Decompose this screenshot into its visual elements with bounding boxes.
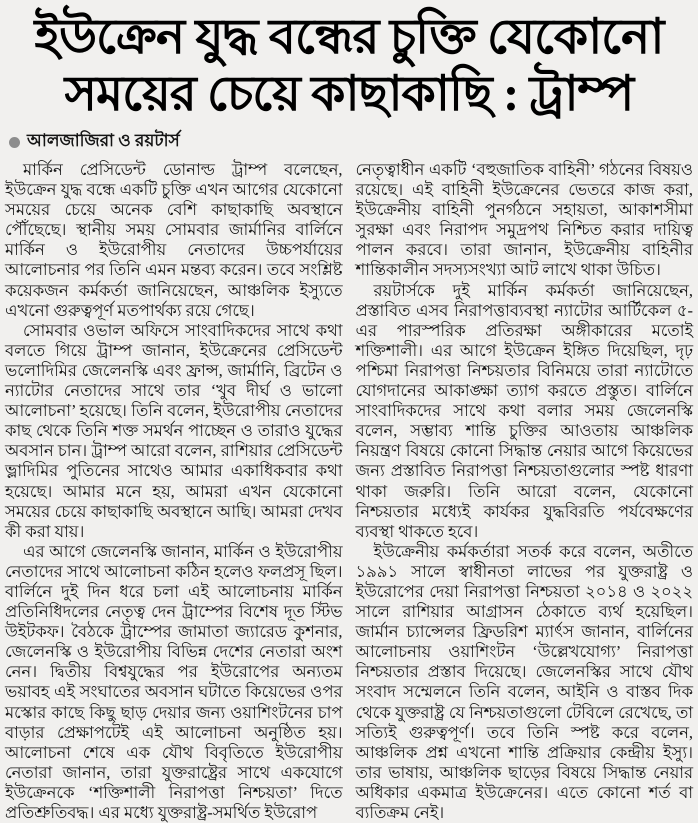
paragraph: এর আগে জেলেনস্কি জানান, মার্কিন ও ইউরোপীয় নেতাদের সাথে আলোচনা কঠিন হলেও ফলপ্রসূ ছিল। বার্লিনে দুই দিন ধরে চলা এই আলোচনায় মার্কিন প্রতিনিধিদলের নেতৃত্ব দেন ট্রাম্পের বিশেষ দূত স্টিভ উইটকফ। বৈঠকে ট্রাম্পের জামাতা জ্যারেড কুশনার, জেলেনস্কি ও ইউরোপীয় বিভিন্ন দেশের নেতারা অংশ নেন। দ্বিতীয় বিশ্বযুদ্ধের পর ইউরোপের অন্যতম ভয়াবহ এই সংঘাতের অবসান ঘটাতে কিয়েভের ওপর মস্কোর কাছে কিছু ছাড় দেয়ার জন্য ওয়াশিংটনের চাপ বাড়ার প্রেক্ষাপটেই এই আলোচনা অনুষ্ঠিত হয়। আলোচনা শেষে এক যৌথ বিবৃতিতে ইউরোপীয় নেতারা জানান, তারা যুক্তরাষ্ট্রের সাথে একযোগে ইউক্রেনকে ‘শক্তিশালী নিরাপত্তা নিশ্চয়তা’ দিতে প্রতিশ্রুতিবদ্ধ। এর মধ্যে যুক্তরাষ্ট্র-সমর্থিত ইউরোপ	[5, 541, 343, 822]
paragraph: মার্কিন প্রেসিডেন্ট ডোনাল্ড ট্রাম্প বলেছেন, ইউক্রেন যুদ্ধ বন্ধে একটি চুক্তি এখন আগের যেকোনো সময়ের চেয়ে অনেক বেশি কাছাকাছি অবস্থানে পৌঁছেছে। স্থানীয় সময় সোমবার জার্মানির বার্লিনে মার্কিন ও ইউরোপীয় নেতাদের উচ্চপর্যায়ের আলোচনার পর তিনি এমন মন্তব্য করেন। তবে সংশ্লিষ্ট কয়েকজন কর্মকর্তা জানিয়েছেন, আঞ্চলিক ইস্যুতে এখনো গুরুত্বপূর্ণ মতপার্থক্য রয়ে গেছে।	[5, 160, 343, 320]
paragraph: ইউক্রেনীয় কর্মকর্তারা সতর্ক করে বলেন, অতীতে ১৯৯১ সালে স্বাধীনতা লাভের পর যুক্তরাষ্ট্র ও ইউরোপের দেয়া নিরাপত্তা নিশ্চয়তা ২০১৪ ও ২০২২ সালে রাশিয়ার আগ্রাসন ঠেকাতে ব্যর্থ হয়েছিল। জার্মান চ্যান্সেলর ফ্রিডরিশ ম্যার্ৎস জানান, বার্লিনের আলোচনায় ওয়াশিংটন ‘উল্লেখযোগ্য’ নিরাপত্তা নিশ্চয়তার প্রস্তাব দিয়েছে। জেলেনস্কির সাথে যৌথ সংবাদ সম্মেলনে তিনি বলেন, আইনি ও বাস্তব দিক থেকে যুক্তরাষ্ট্র যে নিশ্চয়তাগুলো টেবিলে রেখেছে, তা সত্যিই গুরুত্বপূর্ণ। তবে তিনি স্পষ্ট করে বলেন, আঞ্চলিক প্রশ্ন এখনো শান্তি প্রক্রিয়ার কেন্দ্রীয় ইস্যু। তার ভাষায়, আঞ্চলিক ছাড়ের বিষয়ে সিদ্ধান্ত নেয়ার অধিকার একমাত্র ইউক্রেনের। এতে কোনো শর্ত বা ব্যতিক্রম নেই।	[355, 541, 693, 822]
paragraph-continuation: নেতৃত্বাধীন একটি ‘বহুজাতিক বাহিনী’ গঠনের বিষয়ও রয়েছে। এই বাহিনী ইউক্রেনের ভেতরে কাজ করা, ইউক্রেনীয় বাহিনী পুনর্গঠনে সহায়তা, আকাশসীমা সুরক্ষা এবং নিরাপদ সমুদ্রপথ নিশ্চিত করার দায়িত্ব পালন করবে। তারা জানান, ইউক্রেনীয় বাহিনীর শান্তিকালীন সদস্যসংখ্যা আট লাখে থাকা উচিত।	[355, 160, 693, 280]
paragraph: রয়টার্সকে দুই মার্কিন কর্মকর্তা জানিয়েছেন, প্রস্তাবিত এসব নিরাপত্তাব্যবস্থা ন্যাটোর আর্টিকেল ৫-এর পারস্পরিক প্রতিরক্ষা অঙ্গীকারের মতোই শক্তিশালী। এর আগে ইউক্রেন ইঙ্গিত দিয়েছিল, দৃঢ় পশ্চিমা নিরাপত্তা নিশ্চয়তার বিনিময়ে তারা ন্যাটোতে যোগদানের আকাঙ্ক্ষা ত্যাগ করতে প্রস্তুত। বার্লিনে সাংবাদিকদের সাথে কথা বলার সময় জেলেনস্কি বলেন, সম্ভাব্য শান্তি চুক্তির আওতায় আঞ্চলিক নিয়ন্ত্রণ বিষয়ে কোনো সিদ্ধান্ত নেয়ার আগে কিয়েভের জন্য প্রস্তাবিত নিরাপত্তা নিশ্চয়তাগুলোর স্পষ্ট ধারণা থাকা জরুরি। তিনি আরো বলেন, যেকোনো নিশ্চয়তার মধ্যেই কার্যকর যুদ্ধবিরতি পর্যবেক্ষণের ব্যবস্থা থাকতে হবে।	[355, 280, 693, 541]
paragraph: সোমবার ওভাল অফিসে সাংবাদিকদের সাথে কথা বলতে গিয়ে ট্রাম্প জানান, ইউক্রেনের প্রেসিডেন্ট ভলোদিমির জেলেনস্কি এবং ফ্রান্স, জার্মানি, ব্রিটেন ও ন্যাটোর নেতাদের সাথে তার ‘খুব দীর্ঘ ও ভালো আলোচনা’ হয়েছে। তিনি বলেন, ইউরোপীয় নেতাদের কাছ থেকে তিনি শক্ত সমর্থন পাচ্ছেন ও তারাও যুদ্ধের অবসান চান। ট্রাম্প আরো বলেন, রাশিয়ার প্রেসিডেন্ট ভ্লাদিমির পুতিনের সাথেও আমার একাধিকবার কথা হয়েছে। আমার মনে হয়, আমরা এখন যেকোনো সময়ের চেয়ে কাছাকাছি অবস্থানে আছি। আমরা দেখব কী করা যায়।	[5, 320, 343, 541]
article-column-right	[356, 160, 694, 823]
byline-bullet-icon	[9, 137, 20, 148]
article-body	[5, 160, 693, 823]
article-column-left	[5, 160, 343, 823]
byline-source: আলজাজিরা ও রয়টার্স	[27, 131, 180, 150]
byline	[9, 128, 693, 156]
headline-line-1: ইউক্রেন যুদ্ধ বন্ধের চুক্তি যেকোনো	[34, 9, 664, 64]
headline-line-2: সময়ের চেয়ে কাছাকাছি : ট্রাম্প	[64, 66, 634, 121]
article-headline	[5, 8, 693, 122]
